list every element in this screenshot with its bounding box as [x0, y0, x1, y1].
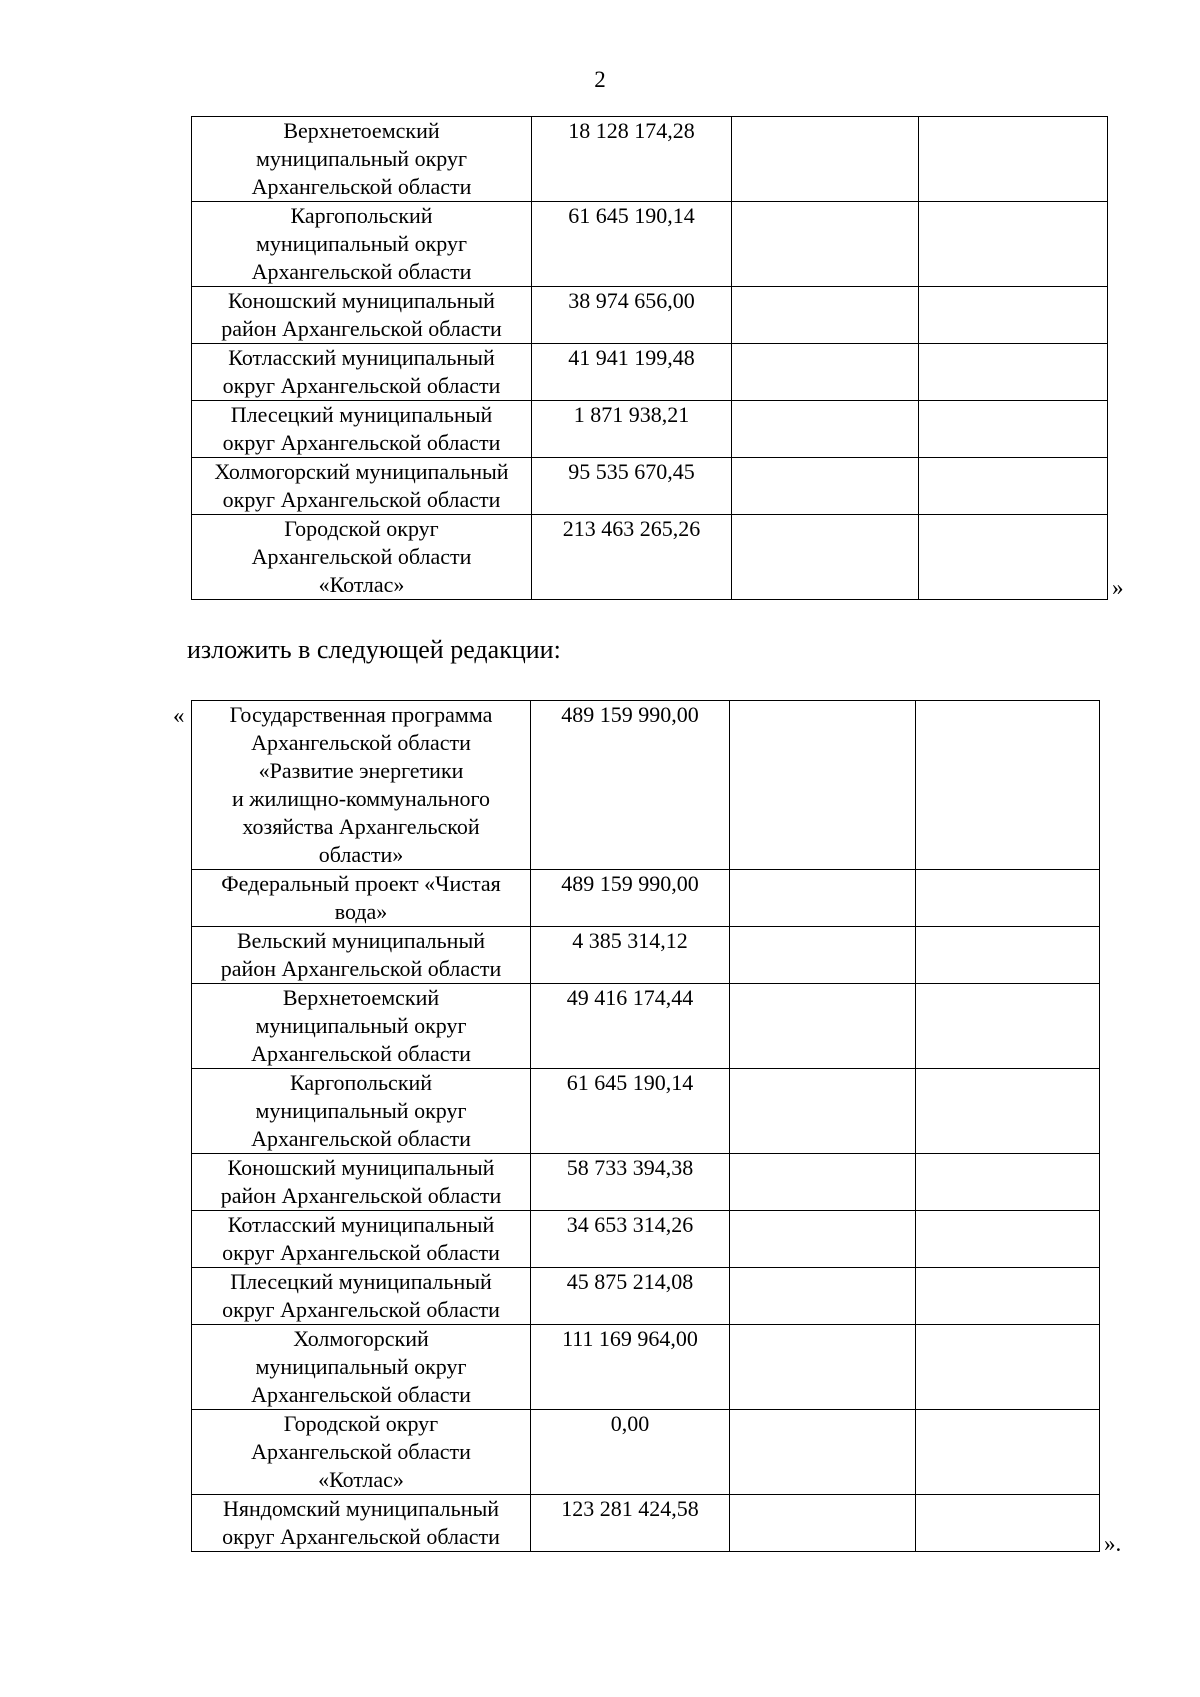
- empty-cell: [730, 701, 916, 870]
- empty-cell: [732, 287, 919, 344]
- table-row: [192, 458, 1108, 515]
- table-row: [192, 117, 1108, 202]
- page-number: 2: [594, 67, 606, 92]
- amount-cell: 41 941 199,48: [532, 344, 732, 401]
- amount-cell: 123 281 424,58: [531, 1495, 730, 1552]
- empty-cell: [916, 1325, 1100, 1410]
- municipality-name-cell: Городской округ Архангельской области «Котлас»: [192, 515, 532, 600]
- municipality-name-cell: Плесецкий муниципальный округ Архангельской области: [192, 1268, 531, 1325]
- empty-cell: [919, 401, 1108, 458]
- empty-cell: [730, 1410, 916, 1495]
- amount-cell: 213 463 265,26: [532, 515, 732, 600]
- budget-table-old: [191, 116, 1108, 600]
- municipality-name-cell: Каргопольский муниципальный округ Архангельской области: [192, 202, 532, 287]
- empty-cell: [916, 1410, 1100, 1495]
- municipality-name-cell: Федеральный проект «Чистая вода»: [192, 870, 531, 927]
- amount-cell: 4 385 314,12: [531, 927, 730, 984]
- empty-cell: [916, 701, 1100, 870]
- municipality-name-cell: Холмогорский муниципальный округ Архангельской области: [192, 1325, 531, 1410]
- table-row: [192, 202, 1108, 287]
- empty-cell: [730, 1211, 916, 1268]
- empty-cell: [919, 287, 1108, 344]
- empty-cell: [732, 202, 919, 287]
- municipality-name-cell: Каргопольский муниципальный округ Архангельской области: [192, 1069, 531, 1154]
- municipality-name-cell: Верхнетоемский муниципальный округ Архангельской области: [192, 117, 532, 202]
- table-row: [192, 984, 1100, 1069]
- municipality-name-cell: Городской округ Архангельской области «Котлас»: [192, 1410, 531, 1495]
- empty-cell: [916, 870, 1100, 927]
- amount-cell: 61 645 190,14: [531, 1069, 730, 1154]
- amount-cell: 34 653 314,26: [531, 1211, 730, 1268]
- amount-cell: 61 645 190,14: [532, 202, 732, 287]
- amendment-intro-text: изложить в следующей редакции:: [187, 635, 561, 664]
- empty-cell: [730, 1268, 916, 1325]
- empty-cell: [916, 984, 1100, 1069]
- amount-cell: 0,00: [531, 1410, 730, 1495]
- empty-cell: [730, 984, 916, 1069]
- empty-cell: [919, 515, 1108, 600]
- table-row: [192, 701, 1100, 870]
- empty-cell: [732, 401, 919, 458]
- empty-cell: [730, 1069, 916, 1154]
- table-row: [192, 1410, 1100, 1495]
- empty-cell: [919, 458, 1108, 515]
- amount-cell: 58 733 394,38: [531, 1154, 730, 1211]
- amount-cell: 1 871 938,21: [532, 401, 732, 458]
- table-row: [192, 515, 1108, 600]
- amount-cell: 95 535 670,45: [532, 458, 732, 515]
- opening-quote: «: [173, 703, 185, 728]
- empty-cell: [730, 927, 916, 984]
- table-row: [192, 401, 1108, 458]
- municipality-name-cell: Вельский муниципальный район Архангельской области: [192, 927, 531, 984]
- table-row: [192, 1268, 1100, 1325]
- empty-cell: [916, 1069, 1100, 1154]
- municipality-name-cell: Плесецкий муниципальный округ Архангельской области: [192, 401, 532, 458]
- empty-cell: [916, 1268, 1100, 1325]
- empty-cell: [732, 344, 919, 401]
- empty-cell: [732, 515, 919, 600]
- table-row: [192, 1154, 1100, 1211]
- municipality-name-cell: Государственная программа Архангельской области «Развитие энергетики и жилищно-коммунального хозяйства Архангельской области»: [192, 701, 531, 870]
- empty-cell: [732, 117, 919, 202]
- municipality-name-cell: Коношский муниципальный район Архангельской области: [192, 287, 532, 344]
- closing-quote: ».: [1104, 1531, 1122, 1556]
- table-row: [192, 1325, 1100, 1410]
- municipality-name-cell: Верхнетоемский муниципальный округ Архангельской области: [192, 984, 531, 1069]
- municipality-name-cell: Коношский муниципальный район Архангельской области: [192, 1154, 531, 1211]
- empty-cell: [730, 870, 916, 927]
- table-row: [192, 287, 1108, 344]
- empty-cell: [919, 117, 1108, 202]
- municipality-name-cell: Котласский муниципальный округ Архангельской области: [192, 344, 532, 401]
- amount-cell: 49 416 174,44: [531, 984, 730, 1069]
- table-row: [192, 1069, 1100, 1154]
- table-body: [192, 117, 1108, 600]
- amount-cell: 38 974 656,00: [532, 287, 732, 344]
- table-row: [192, 870, 1100, 927]
- table-row: [192, 344, 1108, 401]
- budget-table-new: [191, 700, 1100, 1552]
- closing-quote: »: [1112, 575, 1124, 600]
- municipality-name-cell: Няндомский муниципальный округ Архангельской области: [192, 1495, 531, 1552]
- empty-cell: [916, 1211, 1100, 1268]
- table-row: [192, 927, 1100, 984]
- empty-cell: [919, 202, 1108, 287]
- empty-cell: [730, 1154, 916, 1211]
- amount-cell: 111 169 964,00: [531, 1325, 730, 1410]
- empty-cell: [916, 927, 1100, 984]
- empty-cell: [730, 1495, 916, 1552]
- empty-cell: [730, 1325, 916, 1410]
- amount-cell: 45 875 214,08: [531, 1268, 730, 1325]
- empty-cell: [919, 344, 1108, 401]
- table-row: [192, 1211, 1100, 1268]
- empty-cell: [732, 458, 919, 515]
- table-row: [192, 1495, 1100, 1552]
- table-body: [192, 701, 1100, 1552]
- empty-cell: [916, 1154, 1100, 1211]
- municipality-name-cell: Котласский муниципальный округ Архангельской области: [192, 1211, 531, 1268]
- amount-cell: 489 159 990,00: [531, 870, 730, 927]
- amount-cell: 489 159 990,00: [531, 701, 730, 870]
- empty-cell: [916, 1495, 1100, 1552]
- amount-cell: 18 128 174,28: [532, 117, 732, 202]
- municipality-name-cell: Холмогорский муниципальный округ Архангельской области: [192, 458, 532, 515]
